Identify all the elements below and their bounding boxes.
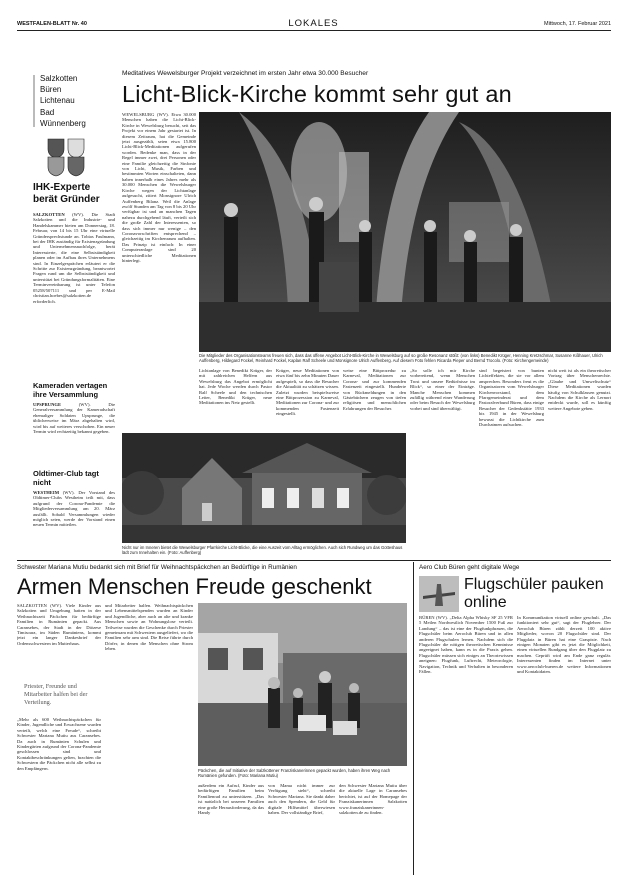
church-exterior-photo (122, 433, 406, 543)
place-item: Lichtenau (40, 96, 75, 106)
lead-column-4 (343, 368, 406, 430)
romania-photo (198, 603, 407, 766)
lead-col4-text: weise eine Bittprozedur zu Karneval, Meditationen zur Corona- und zur kommenden Fastenzeit eingestellt. Hunderte von Rückmeldungen in den Gästebüchern zeugen von tiefen religiösen und menschlichen Erfahrungen der Besucher. (343, 368, 406, 411)
lead-col7-text: nicht weit ist als ein theoretischer Vortrag über Menschenrechte. „Glaube und Umweltschutz“ Diese Meditationen wurden häufig von Schulklassen genutzt. Nachdem die Kirche als Lernort entdeckt wurde, soll es künftig weitere Angebote geben. (548, 368, 611, 411)
second-col5-text: den Schwester Mariana Mutiu über die aktuelle Lage in Caransebes berichtet, ist auf der Homepage der Franziskanerinnen Salzkotten www.franziskanerinnen-salzkotten.de zu finden. (339, 783, 407, 816)
aero-photo (419, 576, 459, 612)
oldtimer-headline: Oldtimer-Club tagt nicht (33, 469, 99, 487)
ihk-article (33, 212, 115, 375)
romania-photo-caption: Päckchen, die auf Initiative der Salzkottener Franziskanerinnen gepackt wurden, haben ihren Weg nach Rumänien gefunden. (Foto: Mariana Mutiu) (198, 768, 391, 778)
second-headline: Armen Menschen Freude geschenkt (17, 574, 372, 599)
lead-column-3 (276, 368, 339, 430)
aero-column-1 (419, 615, 513, 875)
lead-column-6 (479, 368, 544, 556)
lead-column-5 (410, 368, 475, 556)
place-item: Bad (40, 107, 55, 117)
exterior-photo-caption: Nicht nur im Inneren bietet die Wewelsburger Pfarrkirche Licht-Blicke, die eine Auszeit vom Alltag ermöglichen. Auch sich Rundweg um das Gotteshaus lädt zum Innehalten ein. (Foto: Auffenberg) (122, 545, 403, 555)
second-column-4 (268, 783, 335, 875)
second-column-1b (17, 717, 101, 875)
header-date: Mittwoch, 17. Februar 2021 (544, 21, 611, 27)
oldtimer-dateline: WESTHEIM (33, 490, 60, 495)
aero-col1-text: BÜREN (WV). „Delta Alpha Whisky SF 25 VFR 5 Meilen Nordwestlich November 1500 Fuß zur Landung“ – das ist eine der Flugfunkphrasen, die Flugschüler beim Aeroclub Büren und in allen anderen Flugschulen lernen. Nachdem sich die Flugschüler die nötigen theoretischen Kenntnisse angeeignet haben, kann es in die Praxis gehen. Flugschüler müssen sich einiges an Theoriewissen aneignen: Flugfunk, Luftrecht, Meteorologie, Navigation, Technik und Verhalten in besonderen Fällen. (419, 615, 513, 675)
kameraden-article (33, 402, 115, 464)
place-marker-bar (33, 75, 35, 127)
aero-column-2 (517, 615, 611, 875)
oldtimer-article (33, 490, 115, 556)
second-column-1 (17, 603, 101, 681)
oldtimer-body: (WV). Der Vorstand des Oldtimer-Clubs Westheim teilt mit, dass aufgrund der Corona-Pandemie die Mitgliederversammlung am 20. März ausfällt. Sobald Versammlungen wieder möglich seien, werde der Vorstand einen neuen Termin mitteilen. (33, 490, 115, 528)
aero-divider (413, 562, 414, 875)
kameraden-dateline: UPSPRUNGE (33, 402, 62, 407)
lead-col5-text: „So solle ich mir Kirche vorbereitend, wenn Menschen Trost und unsere Bedürfnisse im Blick“, so einer der Einträge. Manche Menschen kommen zufällig während einer Wanderung oder beim Besuch der Wewelsburg vorbei und sind überwältigt. (410, 368, 475, 411)
lead-photo-caption: Die Mitglieder des Organisationsteams freuen sich, dass das offene Angebot Licht-Blick-Kirche in Wewelsburg auf so große Resonanz stößt: (von links) Benedikt Krüger, Henning Kretzschmar, Susanne Kißhauer, Ulrich Auffenberg, Hildegard Fockel, Reinhard Fockel, Kaplan Ralf Scheele und Monsignore Ulrich Auffenberg. Auf diesem Foto fehlen Ricarda Pieper und Bernd Trocolo. (Foto: Kirchengemeinde) (199, 353, 603, 363)
aero-kicker: Aero Club Büren geht digitale Wege (419, 564, 520, 571)
second-col1b-text: „Mehr als 600 Weihnachtspäckchen für Kinder, Jugendliche und Erwachsene wurden verteilt, welch eine Freude“, schreibt Schwester Mariana Mutiu aus Caransebes. Da auch in Rumänien Schulen und Kindergärten aufgrund der Corona-Pandemie geschlossen sind und Kontaktbeschränkungen gelten, brachten die Schwestern die Päckchen nicht alle selbst zu den Empfängern. (17, 717, 101, 771)
lead-col2-text: Lichtanlage von Benedikt Krüger, der mit zahlreichen Helfern aus Wewelsburg das Angebot ermöglicht hat. Jede Woche werden durch Pastor Ralf Scheele und den technischen Leiter, Benedikt Krüger, neue Meditationen ins Netz gestellt. (199, 368, 272, 406)
place-item: Salzkotten (40, 74, 78, 83)
lead-column-1 (122, 112, 196, 368)
lead-column-7 (548, 368, 611, 556)
second-col1-text: SALZKOTTEN (WV). Viele Kinder aus Salzkotten und Umgebung hatten in der Weihnachtszeit Päckchen für bedürftige Familien in Rumänien gepackt. Aus Caransebes, der Stadt in der Diözese Timisoara, im Süden Rumäniens, kommt jetzt ein langer Dankesbrief der Ordensschwestern im Mutterhaus. (17, 603, 101, 646)
second-col4-text: von Mama nicht immer zur Verfügung steht“, schreibt Schwester Mariana. Sie dankt daher auch den Spendern, die Geld für digitale Hilfsmittel überwiesen haben. Der vollständige Brief, (268, 783, 335, 816)
place-item: Wünnenberg (40, 118, 86, 128)
second-column-5 (339, 783, 407, 875)
aero-headline: Flugschüler pauken online (464, 576, 604, 611)
kameraden-headline: Kameraden vertagen ihre Versammlung (33, 381, 108, 399)
place-item: Büren (40, 85, 62, 95)
second-column-2 (105, 603, 193, 875)
pull-quote: Priester, Freunde und Mitarbeiter halfen bei der Verteilung. (24, 683, 88, 707)
aero-col2-text: In Kommunikation virtuell online geschult. „Das funktioniert sehr gut“, sagt der Fluglehrer. Der Aeroclub Büren zählt derzeit 100 aktive Mitglieder, wovon 20 Flugschüler sind. Der Flugplatz in Büren hat eine Graspiste. Nach einigen Monaten gibt es jetzt die Möglichkeit, einen virtuellen Rundgang über den Flugplatz zu machen. Geprüft wird am Ende ganz regulär. Interessenten finden im Internet unter www.aeroclub-bueren.de weitere Informationen und Kontaktdaten. (517, 615, 611, 675)
second-col3-text: außerdem ein Aufruf, Kinder aus bedürftigen Familien beim Familienrad zu unterstützen. „Das ist natürlich bei unseren Familien eine große Herausforderung, da das Handy (198, 783, 264, 816)
section-divider (17, 560, 611, 561)
coat-of-arms-icons (46, 137, 86, 177)
lead-col1-text: WEWELSBURG (WV). Etwa 30.000 Menschen haben die Licht-Blick-Kirche in Wewelsburg besucht, seit das Projekt vor einem Jahr gestartet ist. In diesem Zeitraum, hat die Gemeinde jetzt ausgezählt, seien etwa 15.800 Licht-Blick-Meditationen aufgerufen worden. Bedenke man, dass in der Regel immer zwei, drei Personen oder eine Familie gleichzeitig die Sinfonie von Licht, Musik, Farben und bestimmten Worten einschalteten, dann haben innerhalb eines Jahres mehr als 30.000 Menschen die Wewelsburger Kirche wegen der Lichtanlage aufgesucht, zitiert Monsignore Ulrich Auffenberg Bilanz. Weil die Anlage zwölf Stunden am Tag von 8 bis 20 Uhr verfügbar ist und an manchen Tagen nahezu durchgehend läuft, verteilt sich die große Zahl der Interessenten, so dass sich immer nur wenige – den Coronavorschriften entsprechend – gleichzeitig im Kirchenraum aufhalten. Das Prinzip ist einfach: In einer Computeranlage sind 20 unterschiedliche Meditationen hinterlegt. (122, 112, 196, 263)
lead-headline: Licht-Blick-Kirche kommt sehr gut an (122, 81, 512, 107)
church-interior-photo (199, 112, 611, 352)
ihk-dateline: SALZKOTTEN (33, 212, 65, 217)
lead-col6-text: sind begeistert von bunten Lichteffekten, die sie vor allem ansprechen. Besonders freut es die Organisatoren vom Wewelsburger Kirchenvorstand, dem Pfarrgemeinderat und dem Pastoralverbund Büren, dass einige Besucher der Gedenkstätte 1933 bis 1945 in der Wewelsburg bewusst die Lichtkirche zum Durchatmen aufsuchen. (479, 368, 544, 428)
second-kicker: Schwester Mariana Mutiu bedankt sich mit Brief für Weihnachtspäckchen an Bedürftige in Rumänien (17, 564, 297, 571)
lead-column-2 (199, 368, 272, 430)
second-col2-text: und Mitarbeiter halfen. Weihnachtspäckchen und Lebensmittelspenden wurden an Kinder und Jugendliche, aber auch an alte und kranke Menschen sowie an Wohnungslose verteilt. Teilweise wurden die Geschenke durch Priester gemeinsam mit Schwestern ausgeliefert, wo die Familien sehr arm sind. Die Reise führte durch Dörfer, in denen die Menschen ohne Strom leben. (105, 603, 193, 652)
ihk-body: (WV). Die Stadt Salzkotten und die Industrie- und Handelskammer bieten am Donnerstag, 18. Februar, von 14 bis 15 Uhr eine virtuelle Gründersprechstunde an. Tobias Faulmann, bei der IHK zuständig für Existenzgründung und Unternehmensnachfolge, berät Interessierte, die eine Selbstständigkeit planen oder im Aufbau ihres Unternehmens sind. In Einzelgesprächen erläutert er die Schritte zur Existenzgründung, beantwortet Fragen rund um die Selbstständigkeit und unterstützt bei Gründungsformalitäten. Eine Terminvereinbarung ist unter Telefon 05258/507111 und per E-Mail christian.hoebes@salzkotten.de erforderlich. (33, 212, 115, 304)
section-title: LOKALES (288, 18, 339, 29)
second-column-3 (198, 783, 264, 875)
lead-kicker: Meditatives Wewelsburger Projekt verzeichnet im ersten Jahr etwa 30.000 Besucher (122, 70, 369, 77)
ihk-headline: IHK-Experte berät Gründer (33, 182, 100, 205)
lead-col3-text: Krüger, neue Meditationen von etwa fünf bis zehn Minuten Dauer aufgespielt, so dass die Besucher die Aktualität zu schätzen wissen. Zuletzt wurden beispielsweise eine Bittprozession zu Karneval, Meditationen zur Corona- und zur kommenden Fastenzeit eingestellt. (276, 368, 339, 417)
header-left: WESTFALEN-BLATT Nr. 40 (17, 21, 87, 27)
kameraden-body: (WV). Die Generalversammlung der Kameradschaft ehemaliger Soldaten Upsprunge, die üblicherweise im März abgehalten wird, wird bis auf weiteres verschoben. Ein neuer Termin wird rechtzeitig bekannt gegeben. (33, 402, 115, 435)
places-list (40, 73, 120, 129)
header-rule (17, 30, 611, 31)
